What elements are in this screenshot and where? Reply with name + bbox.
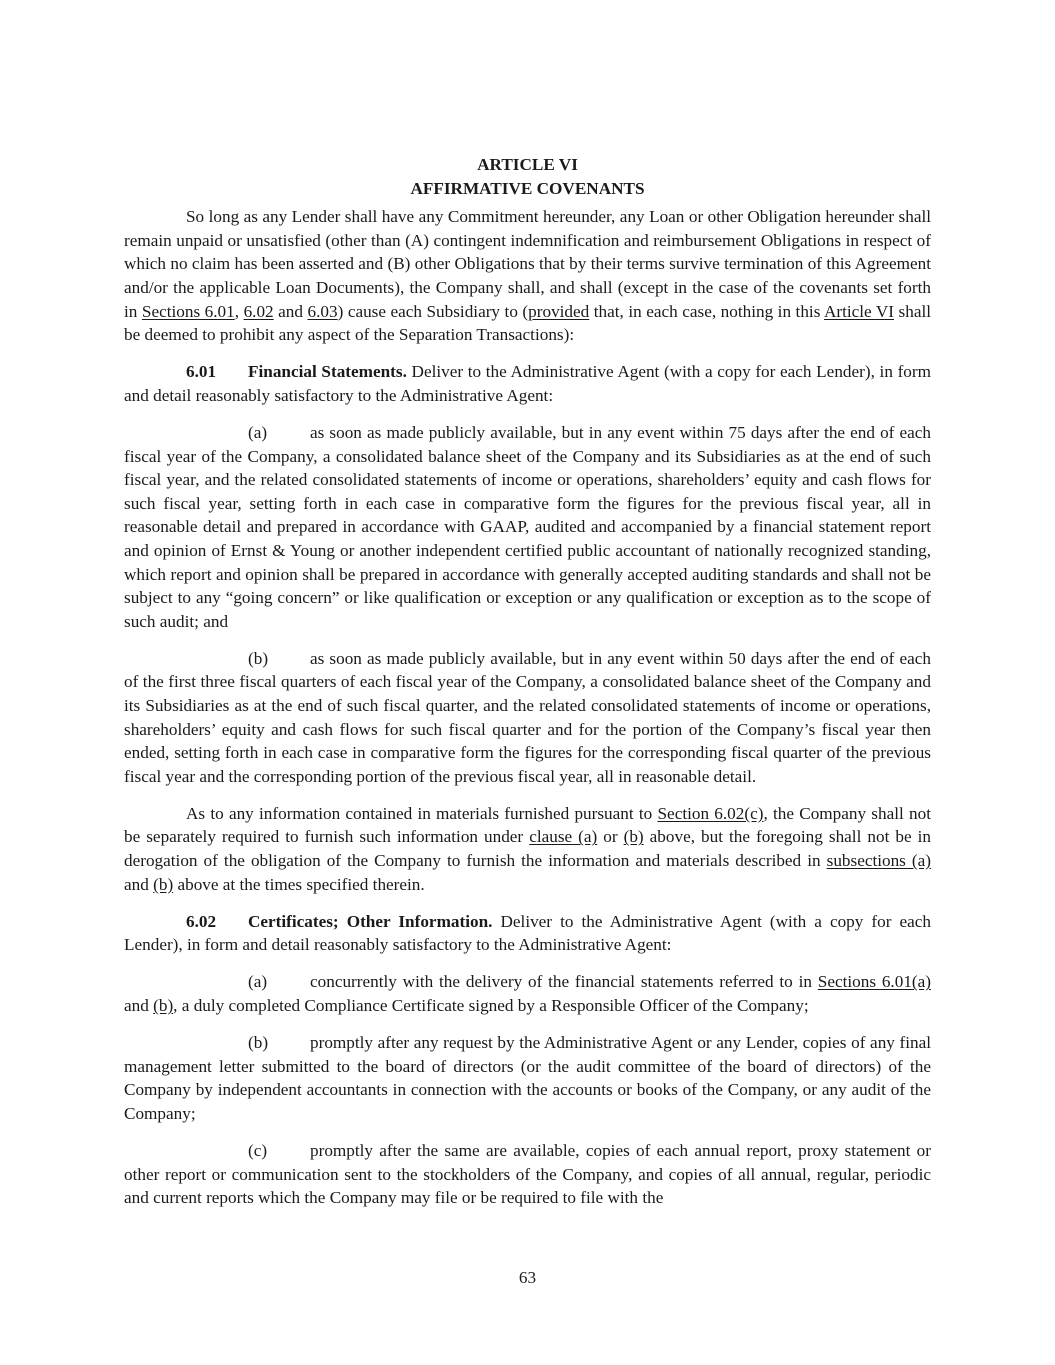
section-6-01 (124, 360, 931, 407)
section-heading: Certificates; Other Information. (248, 911, 493, 931)
document-page (124, 153, 931, 1223)
clause-6-02-a (124, 970, 931, 1017)
clause-text: , a duly completed Compliance Certificate signed by a Responsible Officer of the Company; (173, 996, 809, 1015)
section-6-02 (124, 910, 931, 957)
intro-paragraph (124, 205, 931, 347)
clause-text: promptly after the same are available, copies of each annual report, proxy statement or other report or communication sent to the stockholders of the Company, and copies of all annual, regular, periodic and current reports which the Company may file or be required to file with the (124, 1140, 931, 1208)
section-reference: Section 6.02(c) (657, 803, 764, 823)
clause-label: (a) (248, 972, 268, 992)
text: above, but the foregoing shall not be in derogation of the obligation of the Company to furnish the information and materials described in (124, 827, 931, 871)
section-reference: Sections 6.01 (141, 301, 235, 321)
text: that, in each case, nothing in this (589, 301, 824, 321)
clause-reference: subsections (a) (826, 851, 931, 871)
clause-label: (a) (248, 422, 268, 442)
clause-reference: (b) (623, 827, 644, 847)
clause-reference: (b) (153, 874, 174, 894)
clause-6-02-b (124, 1031, 931, 1125)
section-number: 6.02 (186, 911, 217, 931)
text: or (597, 827, 624, 847)
section-text: Deliver to the Administrative Agent (with a copy for each Lender), in form and detail reasonably satisfactory to the Administrative Agent: (124, 362, 931, 405)
article-number: ARTICLE VI (477, 155, 578, 174)
clause-6-02-c (124, 1139, 931, 1210)
text: and (124, 874, 154, 894)
text: As to any information contained in materials furnished pursuant to (186, 803, 658, 823)
text: , the Company shall not be separately required to furnish such information under (124, 803, 931, 847)
clause-reference: (b) (153, 996, 174, 1015)
section-heading: Financial Statements. (248, 362, 407, 382)
clause-text: and (124, 996, 154, 1015)
text: , (234, 301, 244, 321)
clause-label: (c) (248, 1140, 268, 1160)
clause-6-01-b (124, 647, 931, 789)
clause-text: as soon as made publicly available, but in any event within 50 days after the end of each of the first three fiscal quarters of each fiscal year of the Company, a consolidated balance sheet of the Company and its Subsidiaries as at the end of such fiscal quarter, and the related consolidated statements of income or operations, shareholders’ equity and cash flows for such fiscal quarter and for the portion of the Company’s fiscal year then ended, setting forth in each case in comparative form the figures for the corresponding fiscal quarter of the previous fiscal year and the corresponding portion of the previous fiscal year, all in reasonable detail. (124, 648, 931, 786)
section-reference: Sections 6.01(a) (817, 972, 931, 992)
clause-reference: clause (a) (529, 827, 598, 847)
section-reference: 6.03 (307, 301, 338, 321)
clause-text: as soon as made publicly available, but in any event within 75 days after the end of each fiscal year of the Company, a consolidated balance sheet of the Company and its Subsidiaries as at the end of such fiscal year, and the related consolidated statements of income or operations, shareholders’ equity and cash flows for such fiscal year, setting forth in each case in comparative form the figures for the previous fiscal year, all in reasonable detail and prepared in accordance with GAAP, audited and accompanied by a financial statement report and opinion of Ernst & Young or another independent certified public accountant of nationally recognized standing, which report and opinion shall be prepared in accordance with generally accepted auditing standards and shall not be subject to any “going concern” or like qualification or exception or any qualification or exception as to the scope of such audit; and (124, 422, 931, 631)
page-number: 63 (518, 1268, 537, 1287)
text: above at the times specified therein. (173, 874, 425, 894)
section-reference: 6.02 (243, 301, 274, 321)
clause-label: (b) (248, 1033, 269, 1053)
text: shall be deemed to prohibit any aspect of the Separation Transactions): (124, 301, 932, 345)
clause-label: (b) (248, 648, 269, 668)
text: So long as any Lender shall have any Commitment hereunder, any Loan or other Obligation hereunder shall remain unpaid or unsatisfied (other than (A) contingent indemnification and reimbursement Obligations in respect of which no claim has been asserted and (B) other Obligations that by their terms survive termination of this Agreement and/or the applicable Loan Documents), the Company shall, and shall (except in the case of the covenants set forth in (124, 207, 931, 321)
article-reference: Article VI (823, 301, 895, 321)
clause-text: concurrently with the delivery of the financial statements referred to in (310, 972, 818, 992)
section-number: 6.01 (186, 362, 217, 382)
text: and (273, 301, 308, 321)
defined-term: provided (528, 301, 590, 321)
information-paragraph (124, 802, 931, 896)
clause-6-01-a (124, 421, 931, 633)
section-text: Deliver to the Administrative Agent (with a copy for each Lender), in form and detail reasonably satisfactory to the Administrative Agent: (124, 911, 931, 955)
clause-text: promptly after any request by the Administrative Agent or any Lender, copies of any final management letter submitted to the board of directors (or the audit committee of the board of directors) of the Company by independent accountants in connection with the accounts or books of the Company, or any audit of the Company; (124, 1033, 931, 1123)
article-title: AFFIRMATIVE COVENANTS (410, 178, 645, 198)
text: ) cause each Subsidiary to ( (337, 301, 529, 321)
